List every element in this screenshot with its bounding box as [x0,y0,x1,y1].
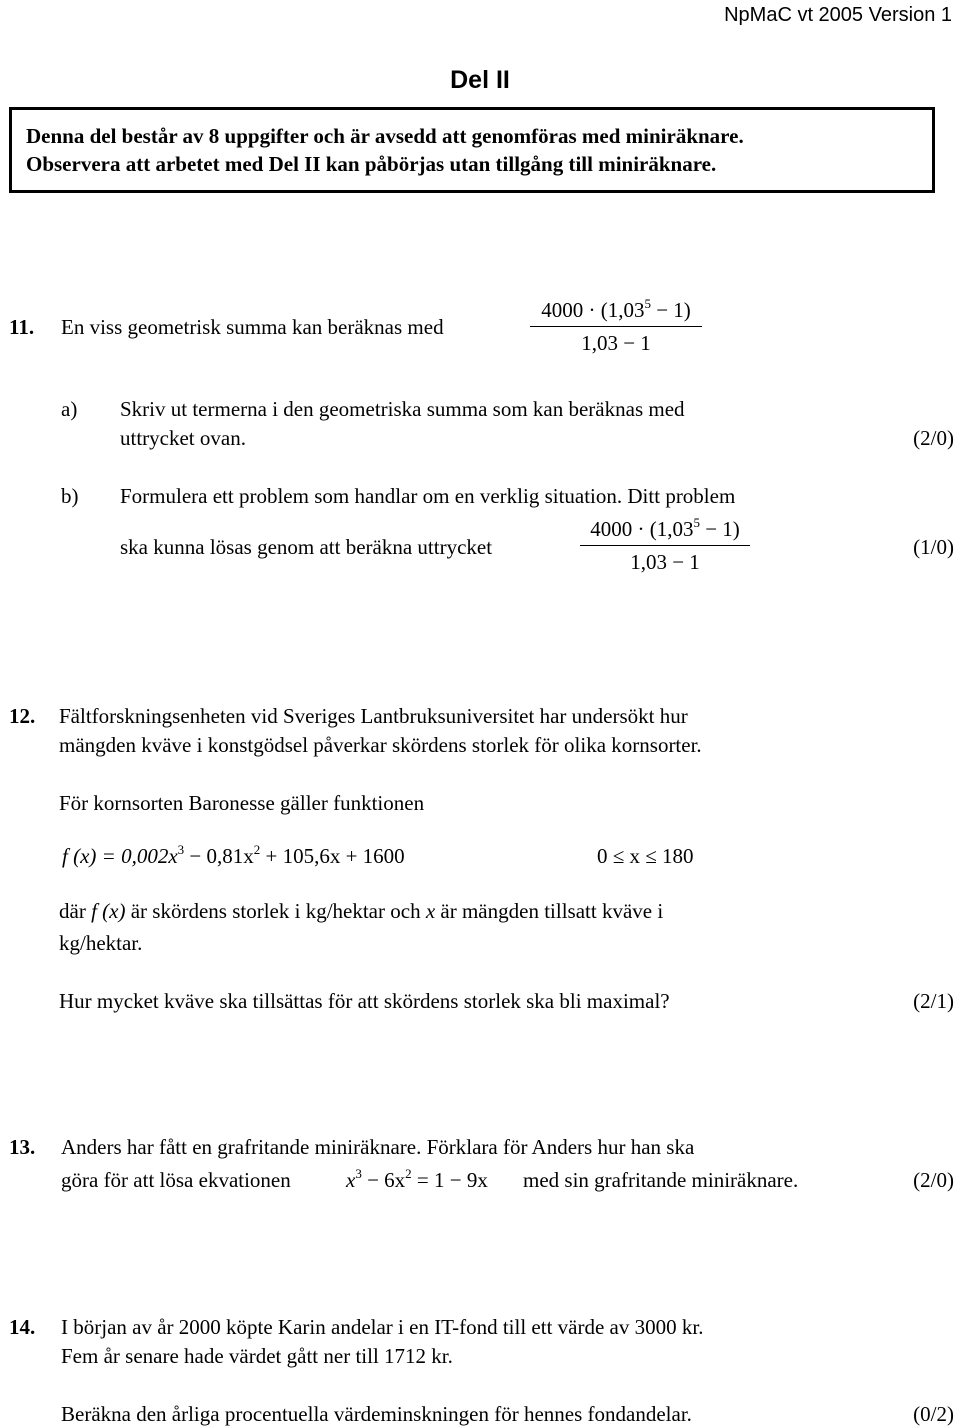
q11-a-label: a) [61,397,78,421]
q12-where-line-2: kg/hektar. [59,931,143,955]
q14-line-2: Fem år senare hade värdet gått ner till 1712 kr. [61,1344,453,1368]
q11-b-text-1: Formulera ett problem som handlar om en verklig situation. Ditt problem [120,484,736,508]
q14-question: Beräkna den årliga procentuella värdeminskningen för hennes fondandelar. [61,1402,692,1426]
q12-question: Hur mycket kväve ska tillsättas för att skördens storlek ska bli maximal? [59,989,670,1013]
q11-b-fraction [580,515,750,577]
q13-points: (2/0) [913,1168,954,1192]
q11-numerator: $4000 \cdot (1,03^5 - 1)$ [541,296,691,322]
fraction-bar [580,545,750,546]
q12-points: (2/1) [913,989,954,1013]
part-title: Del II [450,66,510,94]
q12-number: 12. [9,704,36,728]
q12-line-1: Fältforskningsenheten vid Sveriges Lantbruksuniversitet har undersökt hur [59,704,688,728]
q13-line-1: Anders har fått en grafritande miniräknare. Förklara för Anders hur han ska [61,1135,695,1159]
q14-number: 14. [9,1315,36,1339]
q13-line-2-suffix: med sin grafritande miniräknare. [523,1168,799,1192]
notice-box [9,107,935,193]
page-header: NpMaC vt 2005 Version 1 [724,4,952,26]
q13-equation: $x^3 - 6x^2 = 1 - 9x$ [346,1166,488,1192]
q11-b-numerator: $4000 \cdot (1,03^5 - 1)$ [590,515,740,541]
q12-line-3: För kornsorten Baronesse gäller funktionen [59,791,425,815]
q11-b-text-2: ska kunna lösas genom att beräkna uttrycket [120,535,493,559]
q12-where: där f (x) är skördens storlek i kg/hektar och x är mängden tillsatt kväve i [59,899,664,923]
q12-domain: 0 ≤ x ≤ 180 [597,844,694,868]
notice-line-2: Observera att arbetet med Del II kan påbörjas utan tillgång till miniräknare. [26,152,717,176]
q11-b-label: b) [61,484,79,508]
q11-b-points: (1/0) [913,535,954,559]
q14-points: (0/2) [913,1402,954,1426]
notice-line-1: Denna del består av 8 uppgifter och är avsedd att genomföras med miniräknare. [26,124,744,148]
q12-function: f $(x) = 0,002x^3 - 0,81x^2 + 105,6x + 1600$ [62,842,405,868]
q11-b-denominator: 1,03 − 1 [630,550,700,575]
q11-denominator: 1,03 − 1 [581,331,651,356]
q14-line-1: I början av år 2000 köpte Karin andelar i en IT-fond till ett värde av 3000 kr. [61,1315,704,1339]
q11-a-points: (2/0) [913,426,954,450]
q13-number: 13. [9,1135,36,1159]
q11-intro: En viss geometrisk summa kan beräknas med [61,315,444,339]
q11-number: 11. [9,315,35,339]
q12-line-2: mängden kväve i konstgödsel påverkar skördens storlek för olika kornsorter. [59,733,702,757]
q11-fraction [530,296,702,358]
fraction-bar [530,326,702,327]
q11-a-text-1: Skriv ut termerna i den geometriska summa som kan beräknas med [120,397,685,421]
q13-line-2-prefix: göra för att lösa ekvationen [61,1168,291,1192]
q11-a-text-2: uttrycket ovan. [120,426,246,450]
